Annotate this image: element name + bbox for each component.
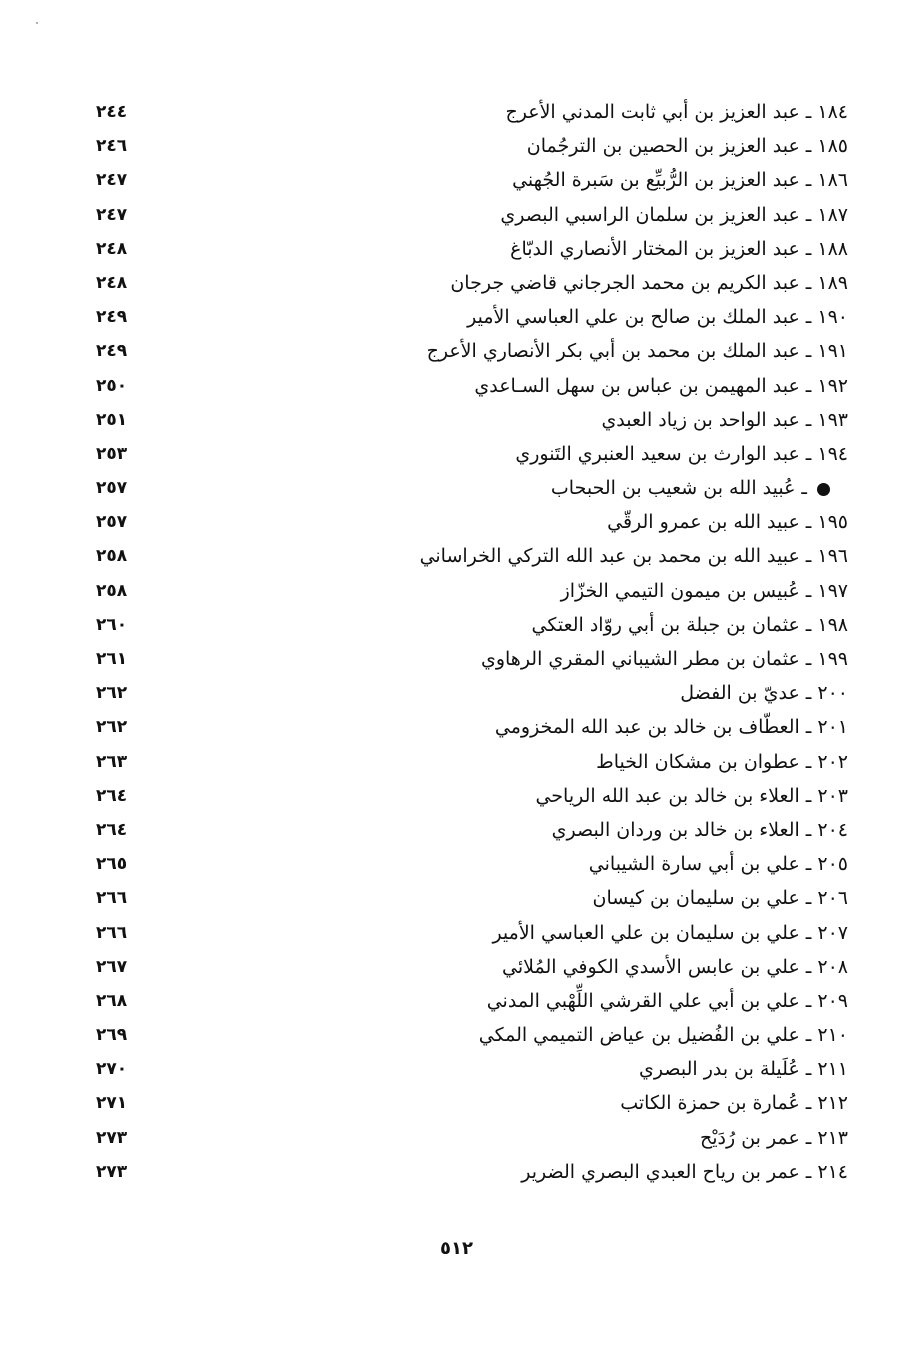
entry-page-ref: ٢٦٩ [96,1025,128,1046]
entry-text [502,954,848,980]
entry-separator: ـ [805,511,812,534]
entry-text [481,646,848,672]
entry-page-ref: ٢٦٠ [96,614,128,635]
entry-page-ref: ٢٥٨ [96,580,128,601]
entry-number: ١٩٢ [817,374,848,397]
index-entry [88,676,848,710]
entry-name: العلاء بن خالد بن عبد الله الرياحي [535,784,800,807]
entry-separator: ـ [805,101,812,123]
entry-separator: ـ [805,579,812,602]
entry-page-ref: ٢٥٨ [96,546,128,567]
entry-separator: ـ [805,545,812,568]
entry-separator: ـ [805,682,812,705]
entry-name: عثمان بن مطر الشيباني المقري الرهاوي [480,648,800,670]
entry-text [512,167,848,193]
entry-name: عبيد الله بن محمد بن عبد الله التركي الخراساني [419,545,800,568]
entry-name: عُبيس بن ميمون التيمي الخزّاز [560,579,800,602]
entry-number: ١٩٠ [817,306,848,329]
entry-name: عبد الكريم بن محمد الجرجاني قاضي جرجان [450,271,800,294]
entry-text [467,304,848,330]
entry-separator: ـ [805,887,812,910]
entry-page-ref: ٢٤٩ [96,307,128,328]
entry-text [589,851,848,877]
scan-speck [36,22,38,24]
entry-number: ٢٠٥ [817,853,848,876]
entry-number: ١٨٦ [817,169,848,192]
index-list [88,95,848,1189]
index-entry [88,266,848,300]
entry-text [593,885,848,911]
entry-number: ٢٠٩ [817,989,848,1012]
index-entry [88,198,848,232]
entry-name: عبد المهيمن بن عباس بن سهل السـاعدي [474,374,800,397]
index-entry [88,232,848,266]
entry-separator: ـ [805,374,812,397]
entry-page-ref: ٢٤٤ [96,102,128,122]
bullet-icon [817,483,830,496]
entry-name: عمر بن رياح العبدي البصري الضرير [521,1160,800,1183]
index-entry [88,300,848,334]
entry-number: ١٩١ [817,340,848,363]
entry-number: ٢١٣ [817,1126,848,1149]
entry-page-ref: ٢٧٠ [96,1059,128,1080]
entry-number: ١٩٣ [817,408,848,431]
index-entry [88,847,848,881]
entry-number: ٢٠٢ [817,750,848,773]
entry-number: ١٨٩ [817,271,848,294]
index-entry [88,129,848,163]
entry-name: عبد الوارث بن سعيد العنبري التَنوري [515,442,800,465]
entry-page-ref: ٢٤٦ [96,136,128,157]
entry-number: ٢١٤ [817,1160,848,1183]
entry-number: ١٨٥ [817,135,848,158]
page-number: ٥١٢ [440,1238,473,1259]
index-entry [88,437,848,471]
entry-page-ref: ٢٧١ [96,1093,128,1114]
entry-name: عمر بن رُدَيْح [699,1126,800,1149]
entry-name: علي بن أبي علي القرشي اللِّهْبي المدني [486,989,800,1012]
entry-number: ٢٠٣ [817,784,848,807]
entry-separator: ـ [805,442,812,465]
entry-number: ٢٠٧ [817,921,848,944]
entry-separator: ـ [805,818,812,841]
entry-name: عُمارة بن حمزة الكاتب [620,1092,800,1115]
index-entry [88,779,848,813]
entry-name: علي بن الفُضيل بن عياض التميمي المكي [478,1024,800,1047]
entry-number: ٢١٠ [817,1024,848,1047]
index-entry [88,984,848,1018]
index-entry [88,403,848,437]
entry-text [680,680,848,706]
entry-separator: ـ [805,1024,812,1047]
entry-page-ref: ٢٤٨ [96,272,128,293]
entry-name: علي بن عابس الأسدي الكوفي المُلائي [502,955,800,978]
entry-name: عبد العزيز بن الرُّبيِّع بن سَبرة الجُهني [512,169,800,192]
entry-name: عُلَيلة بن بدر البصري [639,1058,800,1081]
entry-separator: ـ [805,340,812,363]
entry-page-ref: ٢٦٧ [96,956,128,977]
entry-page-ref: ٢٤٧ [96,170,128,191]
entry-text [700,1125,848,1151]
entry-separator: ـ [805,853,812,876]
entry-separator: ـ [805,203,812,226]
entry-page-ref: ٢٥١ [96,409,128,430]
entry-page-ref: ٢٦٢ [96,717,128,738]
entry-number: ٢١١ [817,1058,848,1081]
entry-name: عبد العزيز بن الحصين بن الترجُمان [526,135,800,158]
entry-page-ref: ٢٧٣ [96,1127,128,1148]
entry-separator: ـ [805,1160,812,1183]
index-entry [88,1086,848,1120]
entry-separator: ـ [801,477,807,500]
entry-number: ٢٠٦ [817,887,848,910]
entry-text [552,817,848,843]
entry-number: ١٩٧ [817,579,848,602]
index-entry [88,745,848,779]
index-entry [88,539,848,573]
entry-page-ref: ٢٤٩ [96,341,128,362]
entry-page-ref: ٢٤٨ [96,238,128,259]
entry-number: ١٨٨ [817,237,848,260]
index-entry [88,710,848,744]
entry-text [596,749,848,775]
entry-name: عبيد الله بن عمرو الرقّي [607,511,800,534]
index-entry [88,881,848,915]
entry-page-ref: ٢٦٨ [96,990,128,1011]
entry-name: عطوان بن مشكان الخياط [596,750,800,773]
entry-text [427,338,848,364]
entry-name: عديّ بن الفضل [680,682,800,705]
entry-page-ref: ٢٦٥ [96,854,128,875]
entry-separator: ـ [805,237,812,260]
entry-page-ref: ٢٤٧ [96,204,128,225]
entry-separator: ـ [805,716,812,739]
index-entry [88,163,848,197]
entry-text [500,202,848,228]
entry-name: عبد الملك بن محمد بن أبي بكر الأنصاري الأعرج [426,340,800,363]
index-entry [88,950,848,984]
entry-separator: ـ [805,921,812,944]
entry-name: عُبيد الله بن شعيب بن الحبحاب [550,477,796,500]
entry-number: ٢٠٠ [817,682,848,705]
entry-separator: ـ [805,1126,812,1149]
entry-page-ref: ٢٧٣ [96,1161,128,1182]
entry-text [620,1090,848,1116]
index-entry [88,1121,848,1155]
entry-number: ١٩٤ [817,442,848,465]
entry-number: ٢٠٤ [817,818,848,841]
index-entry [88,813,848,847]
index-entry [88,1155,848,1189]
entry-page-ref: ٢٦٦ [96,888,128,909]
entry-name: عبد الواحد بن زياد العبدي [601,408,800,431]
entry-text [510,236,848,262]
entry-separator: ـ [805,955,812,978]
index-entry [88,642,848,676]
entry-name: عبد الملك بن صالح بن علي العباسي الأمير [467,306,800,329]
entry-text [601,407,848,433]
entry-text [479,1022,848,1048]
entry-separator: ـ [805,784,812,807]
entry-name: العلاء بن خالد بن وردان البصري [551,818,800,841]
entry-number: ١٩٩ [817,648,848,670]
entry-text [607,509,848,535]
entry-number: ١٨٧ [817,203,848,226]
index-entry [88,369,848,403]
entry-separator: ـ [805,648,812,670]
entry-page-ref: ٢٥٧ [96,478,128,499]
entry-text [527,133,848,159]
entry-name: عثمان بن جبلة بن أبي روّاد العتكي [531,613,800,636]
entry-number: ٢٠٨ [817,955,848,978]
entry-text [535,783,848,809]
entry-separator: ـ [805,408,812,431]
entry-text [521,1159,848,1185]
entry-text [532,612,849,638]
entry-separator: ـ [805,989,812,1012]
entry-text [639,1056,848,1082]
entry-text [495,714,848,740]
entry-page-ref: ٢٦٦ [96,922,128,943]
entry-name: علي بن سليمان بن كيسان [592,887,800,910]
entry-text [515,441,848,467]
entry-page-ref: ٢٦٤ [96,785,128,806]
entry-name: عبد العزيز بن أبي ثابت المدني الأعرج [505,101,800,123]
entry-separator: ـ [805,750,812,773]
entry-name: عبد العزيز بن المختار الأنصاري الدبّاغ [510,237,800,260]
entry-text [474,373,848,399]
entry-number: ١٨٤ [817,101,848,123]
entry-number: ١٩٥ [817,511,848,534]
entry-separator: ـ [805,169,812,192]
entry-separator: ـ [805,1058,812,1081]
entry-separator: ـ [805,271,812,294]
entry-separator: ـ [805,135,812,158]
entry-page-ref: ٢٥٣ [96,443,128,464]
entry-name: عبد العزيز بن سلمان الراسبي البصري [500,203,800,226]
entry-number: ٢٠١ [817,716,848,739]
entry-number: ١٩٦ [817,545,848,568]
entry-separator: ـ [805,613,812,636]
entry-name: العطّاف بن خالد بن عبد الله المخزومي [494,716,800,739]
entry-separator: ـ [805,306,812,329]
entry-text [420,543,848,569]
entry-text [487,988,848,1014]
entry-text [492,920,848,946]
index-entry [88,95,848,129]
entry-page-ref: ٢٦٤ [96,819,128,840]
index-entry [88,1052,848,1086]
entry-page-ref: ٢٦١ [96,649,128,669]
entry-number: ١٩٨ [817,613,848,636]
entry-page-ref: ٢٦٣ [96,751,128,772]
entry-name: علي بن سليمان بن علي العباسي الأمير [492,921,800,944]
entry-page-ref: ٢٥٠ [96,375,128,396]
index-entry [88,334,848,368]
index-entry [88,608,848,642]
entry-page-ref: ٢٦٢ [96,683,128,704]
entry-text [450,270,848,296]
entry-separator: ـ [805,1092,812,1115]
index-entry [88,1018,848,1052]
entry-name: علي بن أبي سارة الشيباني [588,853,800,876]
entry-text [561,578,848,604]
index-entry [88,505,848,539]
index-entry [88,574,848,608]
entry-text [551,475,848,501]
index-entry [88,916,848,950]
entry-page-ref: ٢٥٧ [96,512,128,533]
entry-text [506,99,849,125]
entry-number: ٢١٢ [817,1092,848,1115]
index-entry [88,471,848,505]
